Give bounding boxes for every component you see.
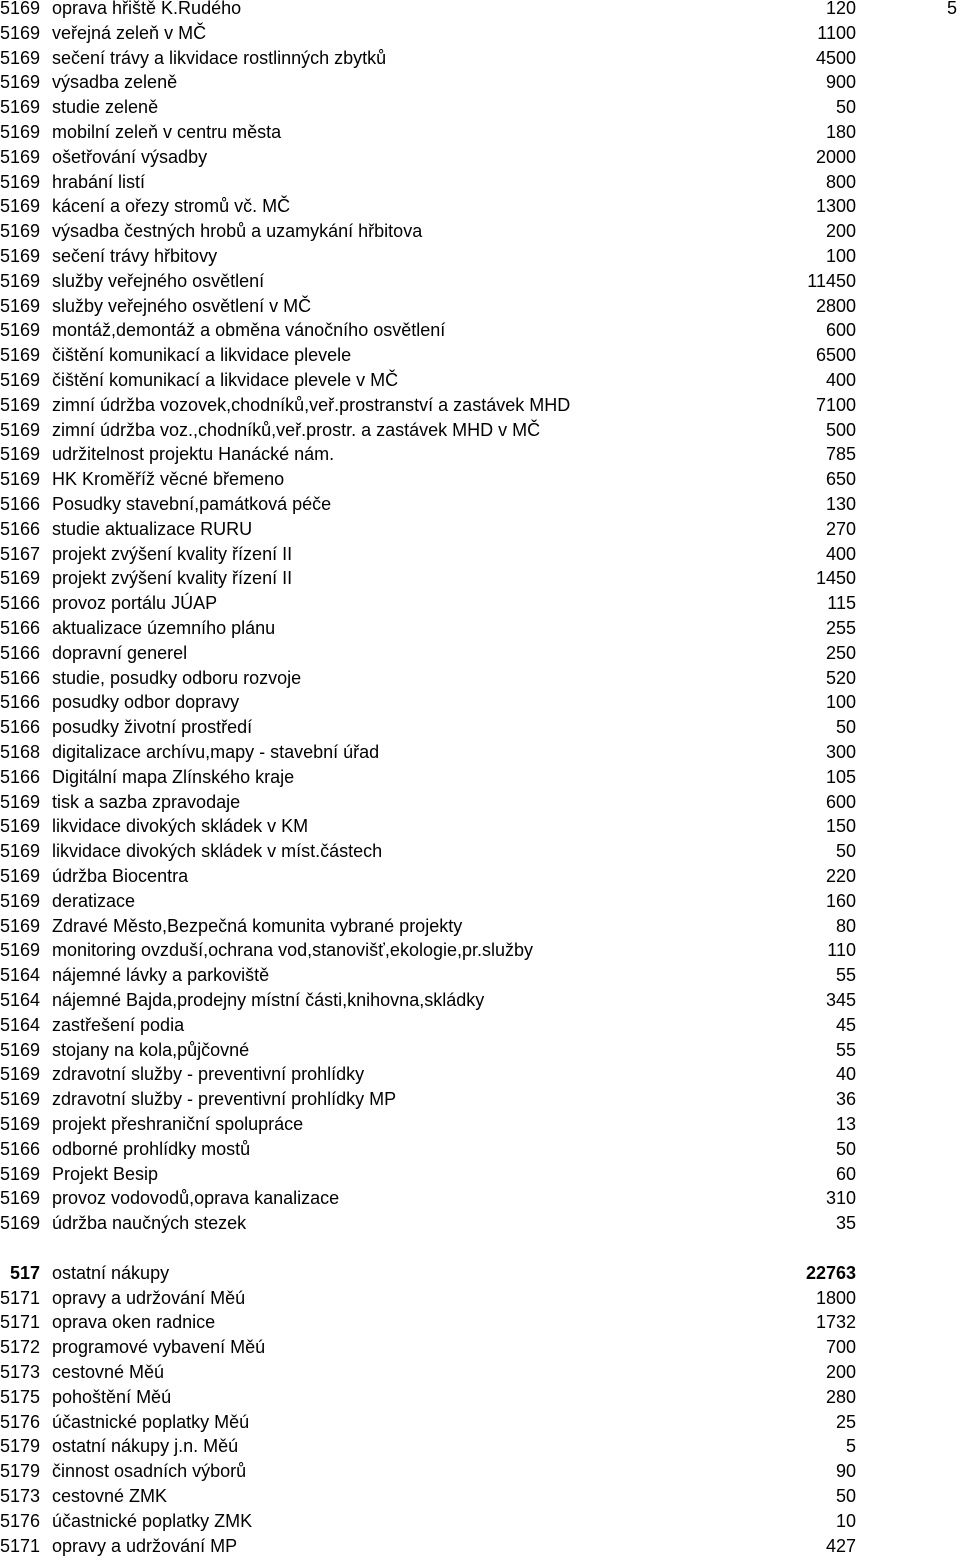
budget-row [0,790,960,815]
item-description: výsadba čestných hrobů a uzamykání hřbitova [52,221,423,242]
item-code: 5166 [0,618,41,638]
item-code: 5169 [0,816,41,837]
item-description: ostatní nákupy [52,1262,170,1283]
item-amount: 200 [825,221,856,242]
item-code: 5166 [0,692,41,713]
budget-row [0,219,960,244]
item-amount: 25 [835,1411,856,1432]
item-code: 5169 [0,370,41,390]
budget-row [0,591,960,616]
budget-row [0,517,960,542]
item-code: 5169 [0,1039,41,1060]
item-code: 5166 [0,518,41,539]
item-amount: 200 [825,1362,856,1382]
item-code: 5169 [0,1213,41,1234]
item-code: 5169 [0,444,41,465]
item-amount: 427 [825,1535,856,1556]
budget-row [0,1137,960,1162]
budget-row [0,1484,960,1509]
item-code: 5166 [0,1138,41,1159]
item-code: 5179 [0,1461,41,1482]
item-description: zimní údržba vozovek,chodníků,veř.prostranství a zastávek MHD [52,394,571,415]
item-description: posudky životní prostředí [52,717,253,738]
item-amount: 1732 [815,1312,856,1333]
item-code: 5169 [0,122,41,142]
item-code: 5171 [0,1535,41,1556]
item-code: 5169 [0,246,41,266]
item-description: stojany na kola,půjčovné [52,1039,250,1060]
budget-row [0,194,960,219]
item-description: studie zeleně [52,97,159,118]
item-description: posudky odbor dopravy [52,692,240,713]
item-description: Posudky stavební,památková péče [52,494,332,514]
item-description: provoz portálu JÚAP [52,593,218,614]
item-amount: 50 [835,1486,856,1506]
item-amount: 255 [825,618,856,638]
item-description: likvidace divokých skládek v KM [52,816,309,837]
item-amount: 130 [825,494,856,514]
item-code: 5166 [0,494,41,514]
item-amount: 7100 [815,394,856,415]
item-amount: 6500 [815,345,856,366]
item-code: 5166 [0,766,41,787]
budget-row [0,542,960,567]
budget-row [0,814,960,839]
budget-row [0,1385,960,1410]
item-amount: 22763 [805,1262,856,1283]
budget-row [0,1286,960,1311]
item-extra-value: 5 [946,0,957,18]
item-amount: 520 [825,667,856,688]
item-code: 5169 [0,72,41,93]
budget-row [0,467,960,492]
section-total-row [0,1261,960,1286]
budget-row [0,1509,960,1534]
item-amount: 2800 [815,295,856,316]
item-amount: 5 [845,1436,856,1457]
item-amount: 1450 [815,568,856,589]
item-amount: 105 [825,766,856,787]
item-description: HK Kroměříž věcné břemeno [52,469,285,490]
item-amount: 40 [835,1064,856,1085]
item-amount: 2000 [815,146,856,167]
item-code: 5167 [0,543,41,564]
item-description: likvidace divokých skládek v míst.částech [52,841,383,862]
item-amount: 120 [825,0,856,18]
item-description: studie aktualizace RURU [52,518,253,539]
item-amount: 1100 [817,22,856,43]
item-amount: 60 [835,1163,856,1184]
item-code: 5169 [0,915,41,936]
budget-row [0,244,960,269]
budget-row [0,938,960,963]
item-description: studie, posudky odboru rozvoje [52,667,302,688]
item-amount: 600 [825,320,856,341]
item-amount: 400 [825,543,856,564]
item-code: 517 [10,1262,41,1283]
item-amount: 160 [825,890,856,911]
item-amount: 80 [835,915,856,936]
item-description: dopravní generel [52,642,188,663]
item-code: 5169 [0,345,41,366]
item-code: 5176 [0,1411,41,1432]
budget-row [0,715,960,740]
item-code: 5169 [0,890,41,911]
item-code: 5169 [0,568,41,589]
item-description: odborné prohlídky mostů [52,1138,251,1159]
item-code: 5169 [0,270,41,291]
budget-row [0,269,960,294]
budget-row [0,1186,960,1211]
budget-row [0,1410,960,1435]
budget-row [0,21,960,46]
item-code: 5173 [0,1486,41,1506]
item-code: 5169 [0,196,41,217]
item-description: pohoštění Měú [52,1386,172,1407]
item-amount: 300 [825,742,856,762]
item-description: činnost osadních výborů [52,1461,247,1482]
budget-row [0,690,960,715]
item-code: 5169 [0,0,41,18]
budget-row [0,616,960,641]
item-description: zdravotní služby - preventivní prohlídky MP [52,1089,397,1110]
budget-row [0,442,960,467]
item-description: opravy a udržování MP [52,1535,238,1556]
item-code: 5169 [0,1188,41,1209]
item-description: sečení trávy a likvidace rostlinných zbytků [52,47,387,68]
budget-row [0,0,960,21]
item-description: oprava hřiště K.Rudého [52,0,242,18]
item-code: 5169 [0,320,41,341]
budget-row [0,914,960,939]
item-amount: 280 [825,1386,856,1407]
budget-row [0,1459,960,1484]
item-amount: 90 [835,1461,856,1482]
item-amount: 650 [825,469,856,490]
item-description: projekt zvýšení kvality řízení II [52,568,293,589]
item-code: 5169 [0,22,41,43]
item-amount: 180 [825,122,856,142]
item-description: oprava oken radnice [52,1312,216,1333]
item-amount: 36 [835,1089,856,1110]
item-amount: 55 [835,965,856,986]
budget-row [0,963,960,988]
item-description: deratizace [52,890,136,911]
item-amount: 1800 [815,1287,856,1308]
budget-row [0,1360,960,1385]
budget-row [0,864,960,889]
budget-row [0,1013,960,1038]
item-code: 5169 [0,221,41,242]
item-amount: 100 [825,692,856,713]
item-code: 5169 [0,146,41,167]
item-code: 5164 [0,965,41,986]
item-amount: 1300 [815,196,856,217]
item-description: aktualizace územního plánu [52,618,276,638]
item-amount: 500 [825,419,856,440]
item-code: 5171 [0,1312,41,1333]
item-amount: 220 [825,866,856,886]
item-description: provoz vodovodů,oprava kanalizace [52,1188,340,1209]
item-description: účastnické poplatky ZMK [52,1510,253,1531]
item-code: 5169 [0,469,41,490]
item-amount: 785 [825,444,856,465]
item-amount: 115 [827,593,856,614]
budget-row [0,666,960,691]
item-description: účastnické poplatky Měú [52,1411,250,1432]
item-code: 5169 [0,1089,41,1110]
item-amount: 35 [835,1213,856,1234]
item-code: 5169 [0,97,41,118]
item-amount: 150 [825,816,856,837]
item-description: čištění komunikací a likvidace plevele v MČ [52,370,399,390]
item-code: 5169 [0,841,41,862]
item-description: nájemné lávky a parkoviště [52,965,270,986]
budget-row [0,120,960,145]
budget-row [0,641,960,666]
budget-row [0,294,960,319]
item-code: 5176 [0,1510,41,1531]
item-amount: 45 [835,1014,856,1035]
item-description: služby veřejného osvětlení v MČ [52,295,312,316]
budget-row [0,1211,960,1236]
budget-row [0,1335,960,1360]
item-amount: 600 [825,791,856,812]
budget-row [0,393,960,418]
budget-row [0,1112,960,1137]
item-description: Digitální mapa Zlínského kraje [52,766,295,787]
item-description: hrabání listí [52,171,146,192]
item-amount: 345 [825,990,856,1010]
budget-row [0,318,960,343]
item-code: 5166 [0,717,41,738]
item-code: 5169 [0,866,41,886]
item-amount: 400 [825,370,856,390]
item-amount: 50 [835,97,856,118]
item-description: udržitelnost projektu Hanácké nám. [52,444,335,465]
budget-row [0,492,960,517]
item-description: údržba naučných stezek [52,1213,247,1234]
item-code: 5166 [0,667,41,688]
item-description: údržba Biocentra [52,866,189,886]
budget-row [0,170,960,195]
item-amount: 55 [835,1039,856,1060]
item-description: mobilní zeleň v centru města [52,122,282,142]
item-code: 5171 [0,1287,41,1308]
budget-row [0,368,960,393]
item-amount: 310 [825,1188,856,1209]
item-code: 5166 [0,642,41,663]
item-amount: 50 [835,717,856,738]
item-description: čištění komunikací a likvidace plevele [52,345,352,366]
budget-row [0,566,960,591]
item-amount: 10 [835,1510,856,1531]
budget-row [0,1038,960,1063]
item-amount: 100 [825,246,856,266]
item-code: 5169 [0,1163,41,1184]
item-code: 5169 [0,394,41,415]
item-code: 5169 [0,940,41,961]
item-amount: 250 [825,642,856,663]
item-description: sečení trávy hřbitovy [52,246,218,266]
item-description: montáž,demontáž a obměna vánočního osvětlení [52,320,446,341]
item-amount: 4500 [815,47,856,68]
item-description: projekt zvýšení kvality řízení II [52,543,293,564]
budget-row [0,418,960,443]
budget-row [0,1062,960,1087]
item-description: výsadba zeleně [52,72,178,93]
item-amount: 270 [825,518,856,539]
item-amount: 800 [825,171,856,192]
budget-row [0,988,960,1013]
item-code: 5166 [0,593,41,614]
budget-row [0,1310,960,1335]
item-amount: 700 [825,1337,856,1358]
budget-row [0,343,960,368]
item-description: zastřešení podia [52,1014,185,1035]
item-description: programové vybavení Měú [52,1337,266,1358]
item-code: 5164 [0,1014,41,1035]
item-description: cestovné ZMK [52,1486,168,1506]
item-code: 5164 [0,990,41,1010]
item-description: digitalizace archívu,mapy - stavební úřad [52,742,380,762]
item-code: 5175 [0,1386,41,1407]
item-description: zimní údržba voz.,chodníků,veř.prostr. a zastávek MHD v MČ [52,419,541,440]
item-description: zdravotní služby - preventivní prohlídky [52,1064,365,1085]
item-code: 5172 [0,1337,41,1358]
item-amount: 50 [835,841,856,862]
budget-row [0,1087,960,1112]
item-description: opravy a udržování Měú [52,1287,246,1308]
item-code: 5169 [0,791,41,812]
item-code: 5169 [0,171,41,192]
item-description: cestovné Měú [52,1362,165,1382]
item-code: 5179 [0,1436,41,1457]
item-amount: 13 [835,1114,856,1134]
budget-row [0,145,960,170]
item-amount: 11450 [807,270,856,291]
budget-row [0,46,960,71]
item-code: 5169 [0,419,41,440]
budget-row [0,765,960,790]
budget-row [0,1534,960,1559]
item-description: Projekt Besip [52,1163,159,1184]
item-description: Zdravé Město,Bezpečná komunita vybrané projekty [52,915,463,936]
item-code: 5169 [0,295,41,316]
item-description: projekt přeshraniční spolupráce [52,1114,304,1134]
item-amount: 50 [835,1138,856,1159]
item-code: 5168 [0,742,41,762]
item-description: veřejná zeleň v MČ [52,22,207,43]
item-description: monitoring ovzduší,ochrana vod,stanovišť,ekologie,pr.služby [52,940,534,961]
budget-row [0,1162,960,1187]
budget-row [0,1434,960,1459]
item-code: 5173 [0,1362,41,1382]
item-code: 5169 [0,1064,41,1085]
item-description: nájemné Bajda,prodejny místní části,knihovna,skládky [52,990,485,1010]
item-description: tisk a sazba zpravodaje [52,791,241,812]
item-description: ošetřování výsadby [52,146,208,167]
budget-row [0,740,960,765]
budget-row [0,839,960,864]
item-description: kácení a ořezy stromů vč. MČ [52,196,291,217]
item-description: služby veřejného osvětlení [52,270,265,291]
budget-row [0,70,960,95]
budget-row [0,889,960,914]
item-amount: 900 [825,72,856,93]
item-code: 5169 [0,1114,41,1134]
item-description: ostatní nákupy j.n. Měú [52,1436,239,1457]
item-code: 5169 [0,47,41,68]
budget-row [0,95,960,120]
item-amount: 110 [827,940,856,961]
